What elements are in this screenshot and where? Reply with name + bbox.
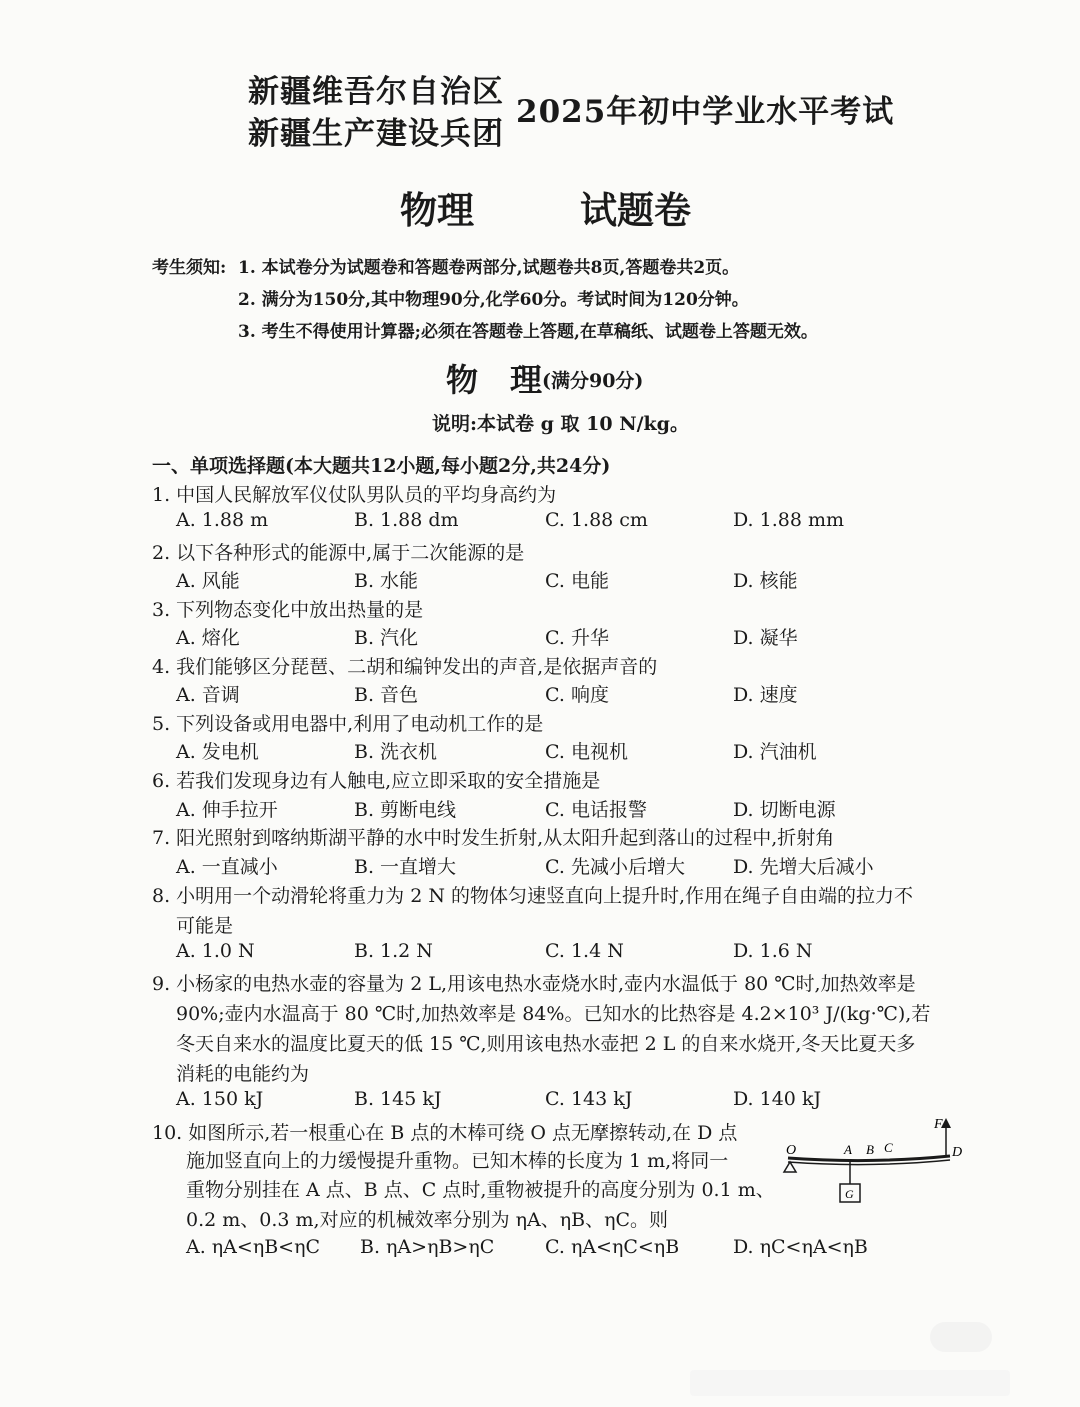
question-1-option-a: A. 1.88 m — [176, 509, 269, 531]
question-10-option-a: A. ηA<ηB<ηC — [186, 1236, 321, 1258]
notes-label: 考生须知: — [152, 258, 227, 278]
question-8-stem-line-1: 8. 小明用一个动滑轮将重力为 2 N 的物体匀速竖直向上提升时,作用在绳子自由端的拉力不 — [152, 885, 914, 907]
question-4-stem: 4. 我们能够区分琵琶、二胡和编钟发出的声音,是依据声音的 — [152, 656, 658, 678]
question-1-option-c: C. 1.88 cm — [545, 509, 648, 531]
question-4-option-a: A. 音调 — [176, 684, 240, 706]
question-6-option-a: A. 伸手拉开 — [176, 799, 278, 821]
question-2-stem: 2. 以下各种形式的能源中,属于二次能源的是 — [152, 542, 525, 564]
question-10-stem-line-2: 施加竖直向上的力缓慢提升重物。已知木棒的长度为 1 m,将同一 — [186, 1150, 729, 1172]
question-8-option-c: C. 1.4 N — [545, 940, 624, 962]
label-d: D — [952, 1145, 963, 1160]
question-10-stem-line-3: 重物分别挂在 A 点、B 点、C 点时,重物被提升的高度分别为 0.1 m、 — [186, 1179, 775, 1201]
question-7-option-c: C. 先减小后增大 — [545, 856, 685, 878]
question-2-option-d: D. 核能 — [733, 570, 798, 592]
region-line-1: 新疆维吾尔自治区 — [248, 74, 504, 110]
question-2-option-b: B. 水能 — [354, 570, 419, 592]
question-3-option-b: B. 汽化 — [354, 627, 419, 649]
question-9-option-a: A. 150 kJ — [176, 1088, 264, 1110]
question-1-option-d: D. 1.88 mm — [733, 509, 845, 531]
question-4-option-d: D. 速度 — [733, 684, 798, 706]
question-7-stem: 7. 阳光照射到喀纳斯湖平静的水中时发生折射,从太阳升起到落山的过程中,折射角 — [152, 827, 835, 849]
question-9-option-c: C. 143 kJ — [545, 1088, 633, 1110]
section-title: 一、单项选择题(本大题共12小题,每小题2分,共24分) — [152, 455, 611, 477]
question-6-stem: 6. 若我们发现身边有人触电,应立即采取的安全措施是 — [152, 770, 601, 792]
physics-score: (满分90分) — [542, 370, 644, 392]
question-9-stem-line-3: 冬天自来水的温度比夏天的低 15 ℃,则用该电热水壶把 2 L 的自来水烧开,冬天比夏天多 — [176, 1033, 916, 1055]
question-8-option-a: A. 1.0 N — [176, 940, 255, 962]
question-10-option-c: C. ηA<ηC<ηB — [545, 1236, 680, 1258]
question-6-option-d: D. 切断电源 — [733, 799, 836, 821]
lever-diagram — [780, 1112, 970, 1212]
question-5-option-b: B. 洗衣机 — [354, 741, 438, 763]
note-item-3: 3. 考生不得使用计算器;必须在答题卷上答题,在草稿纸、试题卷上答题无效。 — [238, 322, 818, 342]
question-10-stem-line-4: 0.2 m、0.3 m,对应的机械效率分别为 ηA、ηB、ηC。则 — [186, 1209, 668, 1231]
question-3-stem: 3. 下列物态变化中放出热量的是 — [152, 599, 424, 621]
question-8-option-d: D. 1.6 N — [733, 940, 813, 962]
physics-title: 物 理 — [446, 361, 543, 399]
question-9-stem-line-1: 9. 小杨家的电热水壶的容量为 2 L,用该电热水壶烧水时,壶内水温低于 80 ℃时,加热效率是 — [152, 973, 916, 995]
label-o: O — [786, 1143, 797, 1158]
watermark-badge — [930, 1322, 992, 1352]
question-4-option-b: B. 音色 — [354, 684, 419, 706]
label-f: F — [934, 1117, 943, 1132]
watermark-strip — [690, 1370, 1010, 1396]
label-a: A — [844, 1142, 852, 1157]
physics-explain: 说明:本试卷 g 取 10 N/kg。 — [432, 413, 689, 435]
question-2-option-c: C. 电能 — [545, 570, 609, 592]
paper-subject: 物理 — [400, 188, 474, 232]
question-6-option-b: B. 剪断电线 — [354, 799, 457, 821]
label-g: G — [845, 1187, 854, 1201]
question-3-option-a: A. 熔化 — [176, 627, 240, 649]
question-10-option-b: B. ηA>ηB>ηC — [360, 1236, 495, 1258]
question-9-stem-line-4: 消耗的电能约为 — [176, 1063, 310, 1085]
question-8-stem-line-2: 可能是 — [176, 915, 234, 937]
paper-kind: 试题卷 — [580, 188, 691, 232]
question-7-option-a: A. 一直减小 — [176, 856, 278, 878]
exam-title: 2025年初中学业水平考试 — [516, 94, 895, 130]
question-5-stem: 5. 下列设备或用电器中,利用了电动机工作的是 — [152, 713, 544, 735]
question-9-stem-line-2: 90%;壶内水温高于 80 ℃时,加热效率是 84%。已知水的比热容是 4.2×10³ J/(kg·℃),若 — [176, 1003, 931, 1025]
question-2-option-a: A. 风能 — [176, 570, 240, 592]
pivot-icon — [784, 1162, 796, 1172]
question-9-option-b: B. 145 kJ — [354, 1088, 442, 1110]
label-c: C — [884, 1140, 893, 1155]
question-7-option-d: D. 先增大后减小 — [733, 856, 874, 878]
question-7-option-b: B. 一直增大 — [354, 856, 457, 878]
question-5-option-a: A. 发电机 — [176, 741, 259, 763]
label-b: B — [866, 1142, 874, 1157]
question-8-option-b: B. 1.2 N — [354, 940, 433, 962]
note-item-2: 2. 满分为150分,其中物理90分,化学60分。考试时间为120分钟。 — [238, 290, 749, 310]
question-1-option-b: B. 1.88 dm — [354, 509, 459, 531]
question-10-stem-line-1: 10. 如图所示,若一根重心在 B 点的木棒可绕 O 点无摩擦转动,在 D 点 — [152, 1122, 738, 1144]
question-1-stem: 1. 中国人民解放军仪仗队男队员的平均身高约为 — [152, 484, 557, 506]
question-10-option-d: D. ηC<ηA<ηB — [733, 1236, 868, 1258]
region-line-2: 新疆生产建设兵团 — [248, 116, 504, 152]
question-9-option-d: D. 140 kJ — [733, 1088, 822, 1110]
question-3-option-d: D. 凝华 — [733, 627, 798, 649]
question-6-option-c: C. 电话报警 — [545, 799, 647, 821]
question-5-option-c: C. 电视机 — [545, 741, 628, 763]
question-3-option-c: C. 升华 — [545, 627, 609, 649]
question-5-option-d: D. 汽油机 — [733, 741, 817, 763]
question-4-option-c: C. 响度 — [545, 684, 609, 706]
note-item-1: 1. 本试卷分为试题卷和答题卷两部分,试题卷共8页,答题卷共2页。 — [238, 258, 740, 278]
